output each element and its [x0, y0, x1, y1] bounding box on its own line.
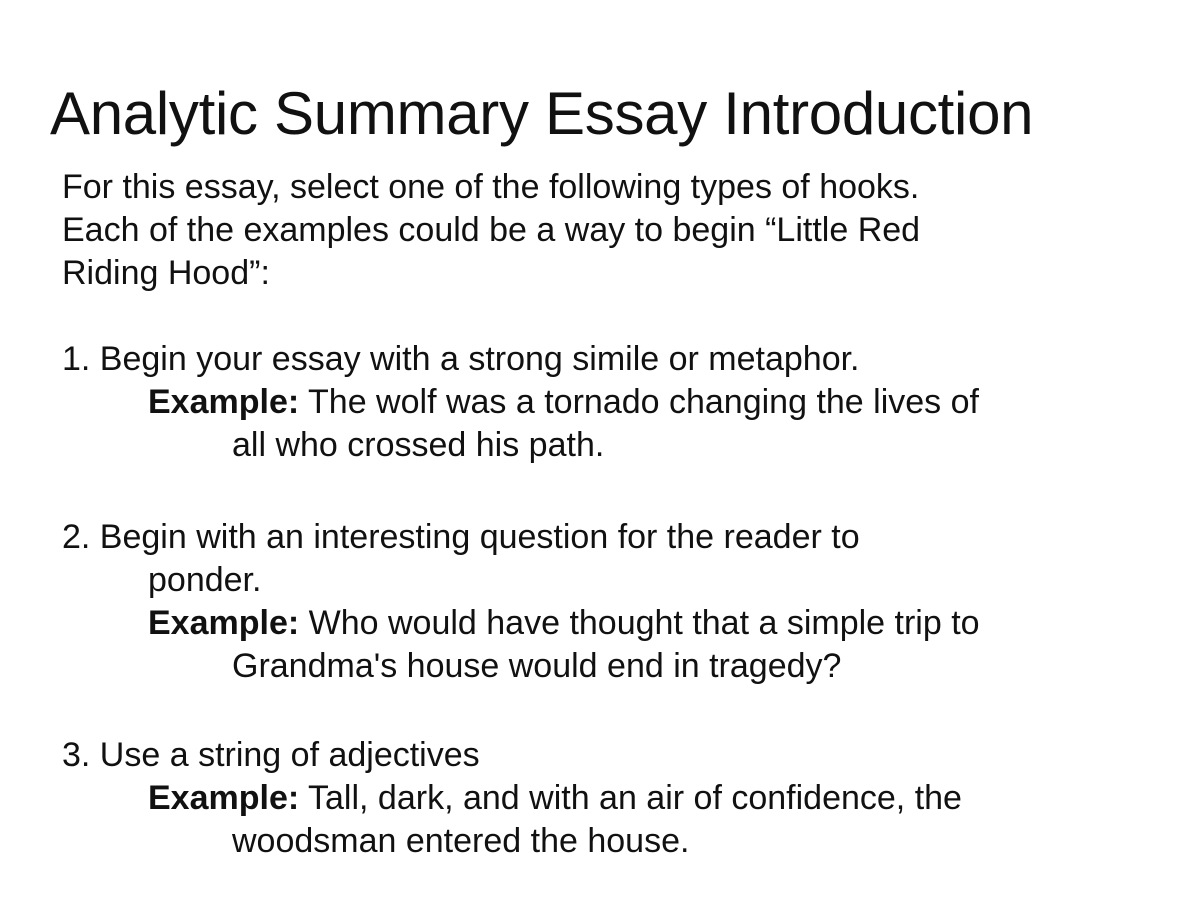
hook-item-question [62, 516, 1200, 688]
hook-example [62, 777, 1200, 820]
example-label: Example: [148, 383, 300, 421]
example-text: The wolf was a tornado changing the lives of [299, 383, 979, 421]
hook-example-continued: woodsman entered the house. [232, 822, 690, 860]
intro-line: Each of the examples could be a way to begin “Little Red [62, 211, 921, 249]
hook-instruction: 3. Use a string of adjectives [62, 736, 480, 774]
hook-example-continued: Grandma's house would end in tragedy? [232, 647, 842, 685]
intro-line: For this essay, select one of the following types of hooks. [62, 168, 920, 206]
slide-title: Analytic Summary Essay Introduction [50, 80, 1034, 147]
hook-instruction-continued: ponder. [148, 561, 262, 599]
hook-instruction: 2. Begin with an interesting question for the reader to [62, 518, 860, 556]
hook-item-simile [62, 338, 1200, 467]
example-text: Tall, dark, and with an air of confidence, the [299, 779, 962, 817]
example-label: Example: [148, 604, 300, 642]
hook-example [62, 381, 1200, 424]
intro-line: Riding Hood”: [62, 254, 270, 292]
hook-list [62, 0, 1200, 900]
hook-example-continued: all who crossed his path. [232, 426, 605, 464]
example-label: Example: [148, 779, 300, 817]
example-text: Who would have thought that a simple trip to [299, 604, 980, 642]
hook-item-adjectives [62, 734, 1200, 863]
hook-example [62, 602, 1200, 645]
hook-instruction: 1. Begin your essay with a strong simile or metaphor. [62, 340, 860, 378]
